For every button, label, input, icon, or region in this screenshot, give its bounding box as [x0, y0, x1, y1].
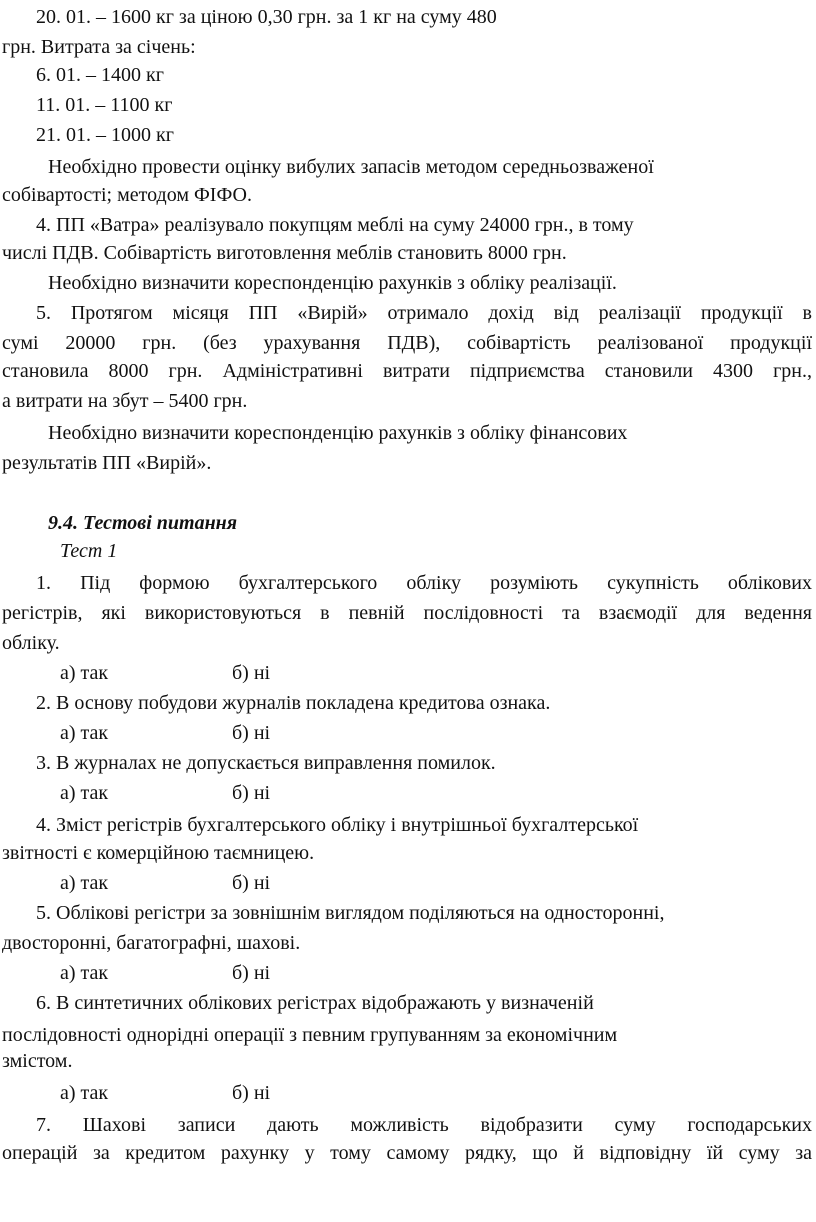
question-7-line-2: операцій за кредитом рахунку у тому самому рядку, що й відповідну їй суму за: [2, 1142, 812, 1164]
question-1-line-1: 1. Під формою бухгалтерського обліку розуміють сукупність облікових: [36, 572, 812, 594]
answer-no: б) ні: [232, 872, 271, 894]
task5-note-1: Необхідно визначити кореспонденцію рахунків з обліку фінансових: [48, 422, 628, 444]
assess-line-2: собівартості; методом ФІФО.: [2, 184, 252, 206]
intro-line-3: 6. 01. – 1400 кг: [36, 64, 164, 86]
task4-line-2: числі ПДВ. Собівартість виготовлення меблів становить 8000 грн.: [2, 242, 567, 264]
answer-no: б) ні: [232, 782, 271, 804]
section-heading: 9.4. Тестові питання: [48, 512, 238, 534]
question-6-line-2: послідовності однорідні операції з певним групуванням за економічним: [2, 1024, 618, 1046]
task5-line-1: 5. Протягом місяця ПП «Вирій» отримало дохід від реалізації продукції в: [36, 302, 812, 324]
answer-yes: а) так: [60, 662, 109, 684]
question-4-line-2: звітності є комерційною таємницею.: [2, 842, 315, 864]
answer-yes: а) так: [60, 962, 109, 984]
task5-line-3: становила 8000 грн. Адміністративні витрати підприємства становили 4300 грн.,: [2, 360, 812, 382]
answer-no: б) ні: [232, 722, 271, 744]
question-6-line-1: 6. В синтетичних облікових регістрах відображають у визначеній: [36, 992, 594, 1014]
task5-line-4: а витрати на збут – 5400 грн.: [2, 390, 248, 412]
answer-no: б) ні: [232, 962, 271, 984]
answer-yes: а) так: [60, 872, 109, 894]
answer-yes: а) так: [60, 1082, 109, 1104]
task5-note-2: результатів ПП «Вирій».: [2, 452, 212, 474]
intro-line-2: грн. Витрата за січень:: [2, 36, 196, 58]
question-2: 2. В основу побудови журналів покладена кредитова ознака.: [36, 692, 551, 714]
task4-note: Необхідно визначити кореспонденцію рахунків з обліку реалізації.: [48, 272, 617, 294]
task4-line-1: 4. ПП «Ватра» реалізувало покупцям меблі на суму 24000 грн., в тому: [36, 214, 634, 236]
answer-yes: а) так: [60, 722, 109, 744]
question-5-line-2: двосторонні, багатографні, шахові.: [2, 932, 301, 954]
question-1-line-3: обліку.: [2, 632, 60, 654]
answer-no: б) ні: [232, 1082, 271, 1104]
question-4-line-1: 4. Зміст регістрів бухгалтерського обліку і внутрішньої бухгалтерської: [36, 814, 639, 836]
question-7-line-1: 7. Шахові записи дають можливість відобразити суму господарських: [36, 1114, 812, 1136]
section-subheading: Тест 1: [60, 540, 118, 562]
question-1-line-2: регістрів, які використовуються в певній послідовності та взаємодії для ведення: [2, 602, 812, 624]
answer-yes: а) так: [60, 782, 109, 804]
intro-line-4: 11. 01. – 1100 кг: [36, 94, 173, 116]
intro-line-5: 21. 01. – 1000 кг: [36, 124, 174, 146]
answer-no: б) ні: [232, 662, 271, 684]
intro-line-1: 20. 01. – 1600 кг за ціною 0,30 грн. за 1 кг на суму 480: [36, 6, 497, 28]
question-6-line-3: змістом.: [2, 1050, 73, 1072]
question-3: 3. В журналах не допускається виправлення помилок.: [36, 752, 496, 774]
question-5-line-1: 5. Облікові регістри за зовнішнім виглядом поділяються на односторонні,: [36, 902, 665, 924]
task5-line-2: сумі 20000 грн. (без урахування ПДВ), собівартість реалізованої продукції: [2, 332, 812, 354]
assess-line-1: Необхідно провести оцінку вибулих запасів методом середньозваженої: [48, 156, 654, 178]
